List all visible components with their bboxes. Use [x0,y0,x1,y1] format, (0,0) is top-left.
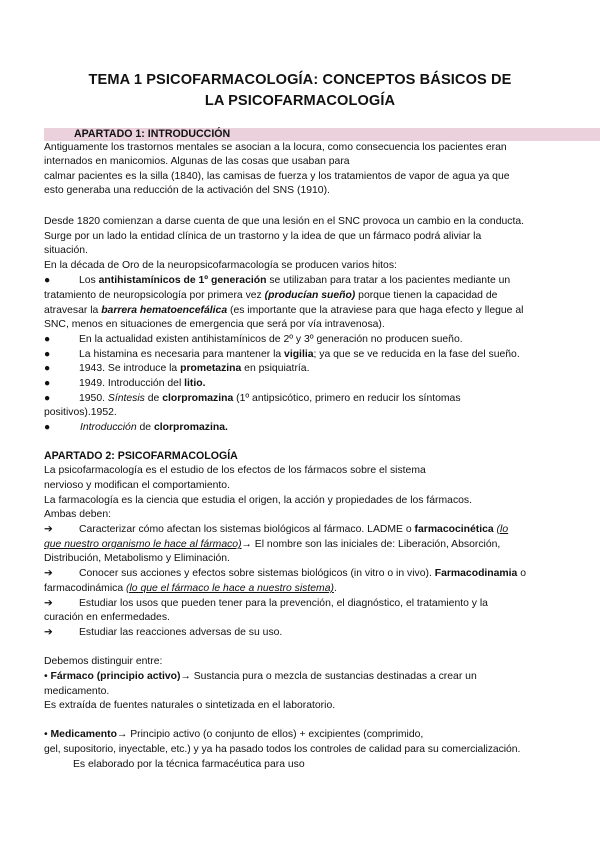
sec1-p1-line4: esto generaba una reducción de la activación del SNS (1910). [44,185,330,196]
doc-title-line2: LA PSICOFARMACOLOGÍA [204,93,396,109]
sec2-p1-line1: La psicofarmacología es el estudio de los efectos de los fármacos sobre el sistema [44,465,426,476]
bullet-7-marker: ● [44,422,51,433]
bullet-2-text: En la actualidad existen antihistamínicos de 2º y 3º generación no producen sueño. [79,334,463,345]
arrow-1-line2: que nuestro organismo le hace al fármaco)→ El nombre son las iniciales de: Liberación, Absorción, [44,539,501,550]
bullet-1-line3: atravesar la barrera hematoencefálica (es importante que la atraviese para que haga efecto y llegue al [44,305,524,316]
arrow-2-line2: farmacodinámica (lo que el fármaco le hace a nuestro sistema). [44,583,337,594]
arrow-3-line2: curación en enfermedades. [44,612,170,623]
sec1-p2-line2: Surge por un lado la entidad clínica de un trastorno y la idea de que un fármaco podrá aliviar la [44,231,482,242]
arrow-2-marker: ➔ [44,568,53,579]
medicamento-def-line3: Es elaborado por la técnica farmacéutica para uso [73,759,305,770]
sec1-p2-line3: situación. [44,245,88,256]
medicamento-def-line2: gel, supositorio, inyectable, etc.) y ya ha pasado todos los controles de calidad para su comercialización. [44,744,521,755]
bullet-3-text: La histamina es necesaria para mantener la vigilia; ya que se ve reducida en la fase del sueño. [79,349,520,360]
sec1-p1-line2: internados en manicomios. Algunas de las cosas que usaban para [44,156,350,167]
sec1-p2-line1: Desde 1820 comienzan a darse cuenta de que una lesión en el SNC provoca un cambio en la conducta. [44,216,525,227]
section2-heading: APARTADO 2: PSICOFARMACOLOGÍA [44,450,238,462]
bullet-6-line1: 1950. Síntesis de clorpromazina (1º antipsicótico, primero en reducir los síntomas [79,393,461,404]
arrow-1-line1: Caracterizar cómo afectan los sistemas biológicos al fármaco. LADME o farmacocinética (lo [79,524,509,535]
section1-heading: APARTADO 1: INTRODUCCIÓN [74,128,231,140]
farmaco-def-line3: Es extraída de fuentes naturales o sintetizada en el laboratorio. [44,700,336,711]
bullet-1-line2: tratamiento de neuropsicología por primera vez (producían sueño) porque tienen la capacidad de [44,290,498,301]
arrow-4-marker: ➔ [44,627,53,638]
bullet-6-marker: ● [44,393,51,404]
bullet-4-text: 1943. Se introduce la prometazina en psiquiatría. [79,363,310,374]
bullet-5-text: 1949. Introducción del litio. [79,378,206,389]
sec2-p1-line3: La farmacología es la ciencia que estudia el origen, la acción y propiedades de los fármacos. [44,495,472,506]
bullet-7-text: Introducción de clorpromazina. [80,422,228,433]
arrow-1-marker: ➔ [44,524,53,535]
arrow-3-line1: Estudiar los usos que pueden tener para la prevención, el diagnóstico, el tratamiento y la [79,598,488,609]
arrow-3-marker: ➔ [44,598,53,609]
bullet-1-marker: ● [44,275,51,286]
doc-title-line1: TEMA 1 PSICOFARMACOLOGÍA: CONCEPTOS BÁSICOS DE [88,72,512,88]
sec1-p1-line1: Antiguamente los trastornos mentales se asocian a la locura, como consecuencia los pacientes eran [44,142,507,153]
bullet-5-marker: ● [44,378,51,389]
distinguish-intro: Debemos distinguir entre: [44,656,163,667]
farmaco-def-line1: • Fármaco (principio activo)→ Sustancia pura o mezcla de sustancias destinadas a crear un [44,671,477,682]
sec1-p2-line4: En la década de Oro de la neuropsicofarmacología se producen varios hitos: [44,260,397,271]
medicamento-def-line1: • Medicamento→ Principio activo (o conjunto de ellos) + excipientes (comprimido, [44,729,424,740]
sec2-p1-line4: Ambas deben: [44,509,112,520]
arrow-1-line3: Distribución, Metabolismo y Eliminación. [44,553,230,564]
bullet-2-marker: ● [44,334,51,345]
bullet-1-line1: Los antihistamínicos de 1º generación se utilizaban para tratar a los pacientes mediante un [79,275,511,286]
sec1-p1-line3: calmar pacientes es la silla (1840), las camisas de fuerza y los tratamientos de vapor de agua ya que [44,171,510,182]
arrow-4-text: Estudiar las reacciones adversas de su uso. [79,627,283,638]
bullet-1-line4: SNC, menos en situaciones de emergencia que será por vía intravenosa). [44,319,385,330]
bullet-4-marker: ● [44,363,51,374]
arrow-2-line1: Conocer sus acciones y efectos sobre sistemas biológicos (in vitro o in vivo). Farmacodinamia o [79,568,526,579]
bullet-6-line2: positivos).1952. [44,407,117,418]
sec2-p1-line2: nervioso y modifican el comportamiento. [44,480,230,491]
farmaco-def-line2: medicamento. [44,686,110,697]
bullet-3-marker: ● [44,349,51,360]
